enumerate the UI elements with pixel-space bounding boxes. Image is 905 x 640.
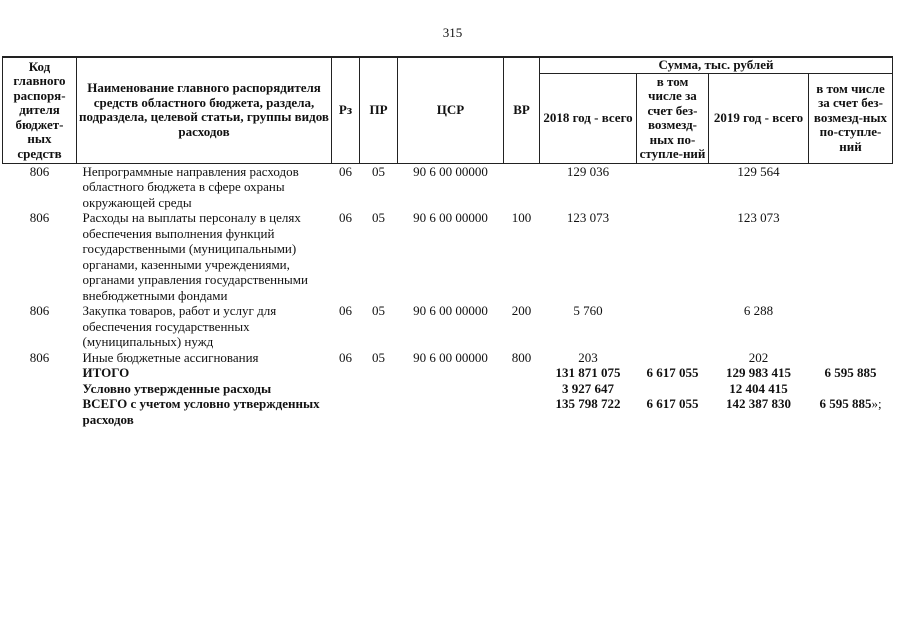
header-rz: Рз — [332, 57, 360, 163]
grand-total-2018-grants: 6 617 055 — [646, 396, 699, 411]
total-row — [3, 365, 893, 381]
row-name: Непрограммные направления расходов областного бюджета в сфере охраны окружающей среды — [82, 163, 299, 210]
header-2019-total: 2019 год - всего — [709, 73, 809, 163]
row-code: 806 — [29, 303, 50, 318]
row-csr: 90 6 00 00000 — [413, 349, 488, 365]
conditional-row — [3, 381, 893, 397]
conditional-2019-grants — [809, 381, 893, 397]
header-2019-grants: в том числе за счет без-возмезд-ных по-ступле-ний — [809, 73, 893, 163]
row-2019-grants — [809, 303, 893, 350]
row-2019-grants — [809, 163, 893, 210]
row-code: 806 — [29, 163, 50, 179]
row-2018-grants — [637, 210, 709, 303]
conditional-2019: 12 404 415 — [729, 380, 788, 396]
closing-quote-mark: »; — [871, 396, 882, 411]
row-2018-grants — [637, 303, 709, 350]
row-name: Закупка товаров, работ и услуг для обеспечения государственных (муниципальных) нужд — [82, 303, 277, 349]
budget-table — [2, 56, 893, 427]
grand-total-2019-grants — [809, 396, 893, 427]
grand-total-2019: 142 387 830 — [726, 396, 791, 411]
row-pr: 05 — [372, 349, 385, 365]
row-code: 806 — [29, 210, 50, 225]
row-2018-total: 129 036 — [566, 163, 610, 179]
total-2019-grants: 6 595 885 — [824, 365, 877, 380]
table-row — [3, 350, 893, 366]
row-name: Иные бюджетные ассигнования — [82, 349, 259, 365]
row-csr: 90 6 00 00000 — [413, 303, 488, 318]
table-header — [3, 57, 893, 163]
row-2018-total: 123 073 — [566, 210, 610, 225]
table-body — [3, 163, 893, 427]
grand-total-label: ВСЕГО с учетом условно утвержденных расходов — [82, 396, 320, 427]
conditional-2018-grants — [637, 381, 709, 397]
row-2019-total: 129 564 — [737, 163, 780, 179]
row-rz: 06 — [339, 210, 352, 225]
row-2019-total: 123 073 — [737, 210, 780, 225]
row-csr: 90 6 00 00000 — [413, 163, 488, 179]
grand-total-2019-grants-value: 6 595 885 — [819, 396, 872, 411]
row-2018-grants — [637, 350, 709, 366]
total-2018: 131 871 075 — [555, 365, 621, 380]
grand-total-2018: 135 798 722 — [555, 396, 621, 411]
row-pr: 05 — [372, 163, 385, 179]
header-vr: ВР — [504, 57, 540, 163]
row-vr: 100 — [511, 210, 532, 225]
total-2019: 129 983 415 — [726, 365, 791, 380]
row-2019-grants — [809, 350, 893, 366]
header-sum-group: Сумма, тыс. рублей — [540, 57, 893, 73]
table-row — [3, 163, 893, 210]
page-number: 315 — [442, 25, 463, 40]
table-row — [3, 210, 893, 303]
row-vr — [504, 163, 540, 210]
row-pr: 05 — [372, 210, 385, 225]
row-csr: 90 6 00 00000 — [413, 210, 488, 225]
row-2018-grants — [637, 163, 709, 210]
row-vr: 200 — [511, 303, 532, 318]
header-2018-total: 2018 год - всего — [540, 73, 637, 163]
conditional-label: Условно утвержденные расходы — [82, 380, 272, 396]
total-2018-grants: 6 617 055 — [646, 365, 699, 380]
row-vr: 800 — [511, 349, 532, 365]
row-2019-total: 6 288 — [743, 303, 774, 318]
grand-total-row — [3, 396, 893, 427]
header-pr: ПР — [360, 57, 398, 163]
row-rz: 06 — [339, 303, 352, 318]
row-2018-total: 5 760 — [573, 303, 603, 318]
conditional-2018: 3 927 647 — [562, 380, 614, 396]
header-name: Наименование главного распорядителя средств областного бюджета, раздела, подраздела, целевой статьи, группы видов расходов — [77, 57, 332, 163]
header-2018-grants: в том числе за счет без-возмезд-ных по-ступле-ний — [637, 73, 709, 163]
row-rz: 06 — [339, 163, 352, 179]
row-pr: 05 — [372, 303, 385, 318]
row-code: 806 — [29, 349, 50, 365]
row-rz: 06 — [339, 349, 352, 365]
header-csr: ЦСР — [398, 57, 504, 163]
total-label: ИТОГО — [82, 365, 130, 380]
table-row — [3, 303, 893, 350]
row-name: Расходы на выплаты персоналу в целях обеспечения выполнения функций государственными (муниципальными) органами, казенными учреждениями, органами управления государственными внебюджетными фондами — [82, 210, 308, 303]
header-code: Код главного распоря-дителя бюджет-ных средств — [3, 57, 77, 163]
row-2019-grants — [809, 210, 893, 303]
row-2018-total: 203 — [578, 349, 598, 365]
row-2019-total: 202 — [748, 349, 769, 365]
